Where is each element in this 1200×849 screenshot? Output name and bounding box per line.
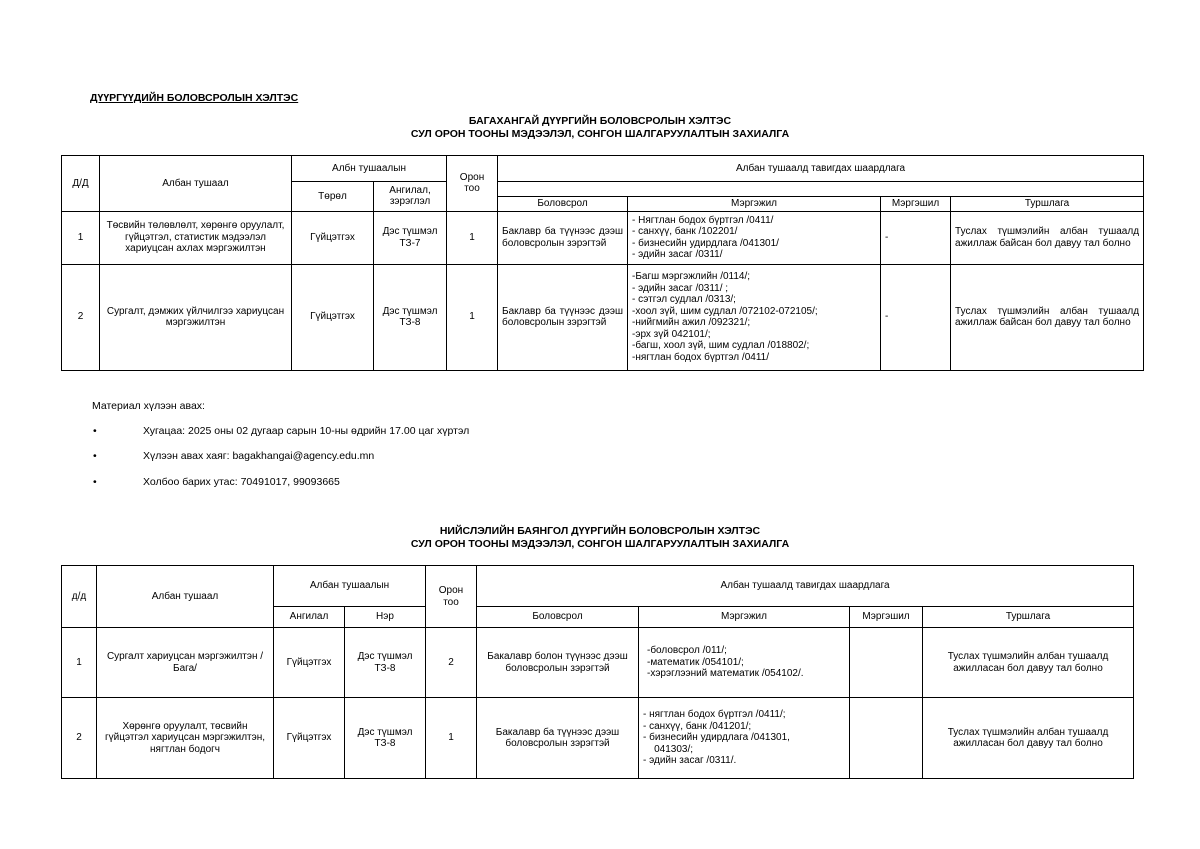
profession-item: -боловсрол /011/; xyxy=(647,645,727,657)
row-skill: - xyxy=(881,211,951,264)
row-position: Хөрөнгө оруулалт, төсвийн гүйцэтгэл хариуцсан мэргэжилтэн, нягтлан бодогч xyxy=(97,698,274,779)
row-experience: Туслах түшмэлийн албан тушаалд ажиллаж байсан бол давуу тал болно xyxy=(951,211,1144,264)
table-row xyxy=(62,628,1134,698)
profession-item: - бизнесийн удирдлага /041301, xyxy=(643,732,790,744)
row-number: 2 xyxy=(62,264,100,370)
header-type: Төрөл xyxy=(292,182,374,212)
header-position: Албан тушаал xyxy=(100,156,292,212)
row-experience: Туслах түшмэлийн албан тушаалд ажилласан бол давуу тал болно xyxy=(923,698,1134,779)
materials-item-text: Холбоо барих утас: 70491017, 99093665 xyxy=(143,476,340,488)
header-profession: Мэргэжил xyxy=(639,607,850,628)
row-profession xyxy=(639,628,850,698)
profession-item: - бизнесийн удирдлага /041301/ xyxy=(632,237,779,249)
bullet-icon: • xyxy=(93,476,97,488)
row-count: 1 xyxy=(426,698,477,779)
profession-item: - санхүү, банк /041201/; xyxy=(643,720,752,732)
row-number: 1 xyxy=(62,211,100,264)
profession-item: -багш, хоол зүй, шим судлал /018802/; xyxy=(632,340,810,351)
row-name: Дэс түшмэл ТЗ-8 xyxy=(345,628,426,698)
profession-item: - санхүү, банк /102201/ xyxy=(632,226,738,237)
profession-item: -хоол зүй, шим судлал /072102-072105/; xyxy=(632,305,818,317)
profession-item: - эдийн засаг /0311/ xyxy=(632,249,723,260)
header-dd: д/д xyxy=(62,566,97,628)
header-education: Боловсрол xyxy=(477,607,639,628)
profession-item: - Нягтлан бодох бүртгэл /0411/ xyxy=(632,214,774,226)
row-position: Сургалт хариуцсан мэргэжилтэн /Бага/ xyxy=(97,628,274,698)
header-count: Орон тоо xyxy=(447,156,498,212)
row-experience: Туслах түшмэлийн албан тушаалд ажиллаж байсан бол давуу тал болно xyxy=(951,264,1144,370)
materials-label: Материал хүлээн авах: xyxy=(92,400,205,412)
header-position: Албан тушаал xyxy=(97,566,274,628)
row-profession xyxy=(628,211,881,264)
profession-item: -эрх зүй 042101/; xyxy=(632,328,711,340)
row-skill xyxy=(850,628,923,698)
header-count: Орон тоо xyxy=(426,566,477,628)
profession-item: - сэтгэл судлал /0313/; xyxy=(632,294,736,305)
table1-title: БАГАХАНГАЙ ДҮҮРГИЙН БОЛОВСРОЛЫН ХЭЛТЭС xyxy=(468,115,732,127)
header-name: Нэр xyxy=(345,607,426,628)
row-class: Гүйцэтгэх xyxy=(274,628,345,698)
materials-item-phone xyxy=(93,476,340,488)
profession-item: - эдийн засаг /0311/. xyxy=(643,755,737,767)
profession-item: -хэрэглээний математик /054102/. xyxy=(647,668,804,680)
header-skill: Мэргэшил xyxy=(850,607,923,628)
row-name: Дэс түшмэл ТЗ-8 xyxy=(345,698,426,779)
profession-item: -нягтлан бодох бүртгэл /0411/ xyxy=(632,351,769,363)
row-skill: - xyxy=(881,264,951,370)
bullet-icon: • xyxy=(93,450,97,462)
row-count: 2 xyxy=(426,628,477,698)
materials-item-text: Хүлээн авах хаяг: bagakhangai@agency.edu.mn xyxy=(143,450,375,462)
row-class: Дэс түшмэл ТЗ-8 xyxy=(374,264,447,370)
table-row xyxy=(62,264,1144,370)
row-count: 1 xyxy=(447,264,498,370)
header-spacer xyxy=(498,182,1144,197)
profession-item: 041303/; xyxy=(643,743,694,755)
row-class: Гүйцэтгэх xyxy=(274,698,345,779)
row-count: 1 xyxy=(447,211,498,264)
row-experience: Туслах түшмэлийн албан тушаалд ажилласан бол давуу тал болно xyxy=(923,628,1134,698)
header-rank: Албан тушаалын xyxy=(274,566,426,607)
vacancy-table-2 xyxy=(61,565,1134,779)
row-education: Баклавр ба түүнээс дээш боловсролын зэрэгтэй xyxy=(498,264,628,370)
table2-subtitle: СУЛ ОРОН ТООНЫ МЭДЭЭЛЭЛ, СОНГОН ШАЛГАРУУЛАЛТЫН ЗАХИАЛГА xyxy=(410,538,790,550)
profession-item: -Багш мэргэжлийн /0114/; xyxy=(632,271,751,282)
header-class: Ангилал, зэрэглэл xyxy=(374,182,447,212)
row-education: Бакалавр болон түүнээс дээш боловсролын зэрэгтэй xyxy=(477,628,639,698)
header-profession: Мэргэжил xyxy=(628,197,881,212)
bullet-icon: • xyxy=(93,425,97,437)
materials-item-text: Хугацаа: 2025 оны 02 дугаар сарын 10-ны өдрийн 17.00 цаг хүртэл xyxy=(143,425,470,437)
row-position: Төсвийн төлөвлөлт, хөрөнгө оруулалт, гүйцэтгэл, статистик мэдээлэл хариуцсан ахлах мэргэжилтэн xyxy=(100,211,292,264)
profession-item: - эдийн засаг /0311/ ; xyxy=(632,282,729,294)
materials-item-deadline xyxy=(93,425,470,437)
header-education: Боловсрол xyxy=(498,197,628,212)
header-skill: Мэргэшил xyxy=(881,197,951,212)
table1-subtitle: СУЛ ОРОН ТООНЫ МЭДЭЭЛЭЛ, СОНГОН ШАЛГАРУУЛАЛТЫН ЗАХИАЛГА xyxy=(410,128,790,140)
header-dd: Д/Д xyxy=(62,156,100,212)
section-title: ДҮҮРГҮҮДИЙН БОЛОВСРОЛЫН ХЭЛТЭС xyxy=(90,92,299,104)
header-experience: Туршлага xyxy=(951,197,1144,212)
header-requirements: Албан тушаалд тавигдах шаардлага xyxy=(477,566,1134,607)
row-number: 1 xyxy=(62,628,97,698)
profession-item: - нягтлан бодох бүртгэл /0411/; xyxy=(643,709,786,721)
header-class: Ангилал xyxy=(274,607,345,628)
row-profession xyxy=(628,264,881,370)
row-type: Гүйцэтгэх xyxy=(292,264,374,370)
header-requirements: Албан тушаалд тавигдах шаардлага xyxy=(498,156,1144,182)
row-type: Гүйцэтгэх xyxy=(292,211,374,264)
table2-title: НИЙСЛЭЛИЙН БАЯНГОЛ ДҮҮРГИЙН БОЛОВСРОЛЫН ХЭЛТЭС xyxy=(439,525,761,537)
materials-item-address xyxy=(93,450,375,462)
row-education: Бакалавр ба түүнээс дээш боловсролын зэрэгтэй xyxy=(477,698,639,779)
row-number: 2 xyxy=(62,698,97,779)
table-row xyxy=(62,211,1144,264)
row-position: Сургалт, дэмжих үйлчилгээ хариуцсан мэргэжилтэн xyxy=(100,264,292,370)
row-education: Баклавр ба түүнээс дээш боловсролын зэрэгтэй xyxy=(498,211,628,264)
row-profession xyxy=(639,698,850,779)
header-rank: Албн тушаалын xyxy=(292,156,447,182)
header-experience: Туршлага xyxy=(923,607,1134,628)
vacancy-table-1 xyxy=(61,155,1144,371)
row-class: Дэс түшмэл ТЗ-7 xyxy=(374,211,447,264)
table-row xyxy=(62,698,1134,779)
row-skill xyxy=(850,698,923,779)
profession-item: -математик /054101/; xyxy=(647,656,744,668)
profession-item: -нийгмийн ажил /092321/; xyxy=(632,317,751,328)
